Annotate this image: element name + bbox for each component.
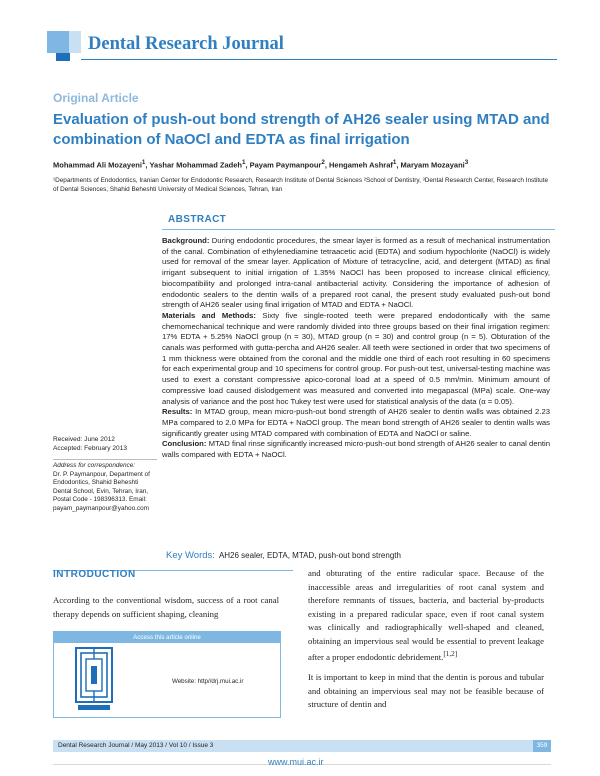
received-date: Received: June 2012 [53,436,115,443]
journal-title: Dental Research Journal [88,34,284,54]
abstract-methods [162,311,550,407]
author-name: Hengameh Ashraf [328,160,393,170]
author-list: Mohammad Ali Mozayeni$^1$, Yashar Mohammad Zadeh$^1$, Payam Paymanpour$^2$, Hengameh Ashraf$^1$, Maryam Mozayani$^3$ [53,159,469,170]
article-type: Original Article [53,91,139,105]
intro-paragraph [308,567,544,664]
website-link[interactable]: Website: http//drj.mui.ac.ir [172,678,244,685]
correspondence-box [53,459,157,545]
keywords [166,550,556,561]
university-logo-icon [75,647,113,711]
abstract-divider [162,229,555,230]
site-url-link[interactable]: www.mui.ac.ir [268,757,324,767]
intro-heading: INTRODUCTION [53,569,136,580]
journal-logo-square [56,53,70,61]
author-name: Maryam Mozayani [400,160,465,170]
journal-logo-square [47,31,69,53]
abstract-conclusion [162,439,550,460]
access-online-box [53,631,281,718]
abstract-label: Materials and Methods: [162,310,256,320]
abstract-label: Conclusion: [162,439,207,449]
intro-left-column: According to the conventional wisdom, success of a root canal therapy depends on sufficient shaping, cleaning [53,595,279,619]
citation: [1,2] [443,650,458,658]
abstract-text: During endodontic procedures, the smear layer is formed as a result of mechanical instrumentation of the canal. Combination of ethylenediamine tetraacetic acid (EDTA) and sodium hypochlorite (NaOCl) is widely used for removal of the smear layer. Application of Mixture of tetracycline, acid, and detergent (MTAD) as final irrigant subsequent to initial irrigation of 1.35% NaOCl has been proposed to increase clinical efficiency, biocompatibility and prolonged intra-canal antibacterial activity. Considering the importance of adhesion of endodontic sealers to the dentin walls of a prepared root canal, the present study evaluated push-out bond strength of AH26 sealer using final irrigation of MTAD and EDTA + NaOCl. [162,236,550,310]
abstract-background [162,236,550,311]
header-divider [81,59,557,60]
abstract-results [162,407,550,439]
author-affiliation-number: 3 [464,159,469,166]
abstract-text: MTAD final rinse significantly increased micro-push-out bond strength of AH26 sealer to canal dentin walls compared with EDTA + NaOCl. [162,439,551,460]
author-name: Yashar Mohammad Zadeh [149,160,242,170]
keywords-label: Key Words: [166,550,215,561]
access-box-heading: Access this article online [54,632,280,643]
correspondence-label: Address for correspondence: [53,462,136,469]
article-title: Evaluation of push-out bond strength of AH26 sealer using MTAD and combination of NaOCl and EDTA as final irrigation [53,111,550,148]
journal-logo-square [69,31,81,53]
author-affiliation-number: 1 [392,159,397,166]
intro-text: and obturating of the entire radicular space. Because of the inaccessible areas and irregularities of root canal system and therefore remnants of tissues, bacteria, and bacterial by-products existing in a prepared radicular space, even if root canal system was clinically and radiographically well-shaped and cleaned, obtaining an impervious seal would be essential to prevent leakage after a proper endodontic debridement. [308,568,544,662]
abstract-text: In MTAD group, mean micro-push-out bond strength of AH26 sealer to dentin walls was obtained 2.23 MPa compared to 2.0 MPa for EDTA + NaOCl group. The mean bond strength of AH26 sealer to dentin walls was significantly greater using MTAD compared with combination of EDTA and NaOCl or saline. [162,407,550,438]
abstract-label: Results: [162,407,193,417]
author-affiliation-number: 2 [321,159,325,166]
intro-right-column [308,567,544,719]
abstract-heading: ABSTRACT [168,214,227,225]
correspondence-text: Dr. P. Paymanpour, Department of Endodontics, Shahid Beheshti Dental School, Evin, Tehran, Iran, Postal Code - 198396313. Email: payam_paymanpour@yahoo.com [53,470,150,512]
article-dates [53,435,157,453]
author-name: Payam Paymanpour [249,160,322,170]
footer-citation: Dental Research Journal / May 2013 / Vol 10 / Issue 3 [58,742,214,749]
author-affiliation-number: 1 [241,159,246,166]
page-number: 359 [533,740,551,752]
author-affiliation-number: 1 [141,159,146,166]
abstract-body [162,236,550,461]
abstract-text: Sixty five single-rooted teeth were prepared endodontically with the same chemomechanical technique and were randomly divided into three groups based on their final irrigation regimen: 17% EDTA + 5.25% NaOCl group (n = 30), MTAD group (n = 30) and control group (n = 5). Obturation of the canals was performed with gutta-percha and AH26 sealer. All teeth were sectioned in order that two specimens of 1 mm thickness were obtained from the coronal and the middle one third of each root resulting in 60 specimens for each experimental group and 10 specimens for control group. For push-out test, universal-testing machine was used to exert a constant compressive apico-coronal load at a speed of 0.5 mm/min. Minimum amount of compressive load caused dislodgement was measured and converted into megapascal (MPa) scale. One-way analysis of variance and the post hoc Tukey test were used for statistical analysis of the data (α = 0.05). [162,310,550,406]
keywords-text: AH26 sealer, EDTA, MTAD, push-out bond strength [218,551,401,560]
author-name: Mohammad Ali Mozayeni [53,160,142,170]
accepted-date: Accepted: February 2013 [53,445,128,452]
abstract-label: Background: [162,236,210,245]
intro-paragraph: It is important to keep in mind that the dentin is porous and tubular and obtaining an impervious seal may not be feasible because of structure of dentin and [308,672,544,710]
affiliations: ¹Departments of Endodontics, Iranian Center for Endodontic Research, Research Institute of Dental Sciences ²School of Dentistry, ³Dental Research Center, Research Institute of Dental Sciences, Shahid Beheshti University of Medical Sciences, Tehran, Iran [53,177,549,193]
